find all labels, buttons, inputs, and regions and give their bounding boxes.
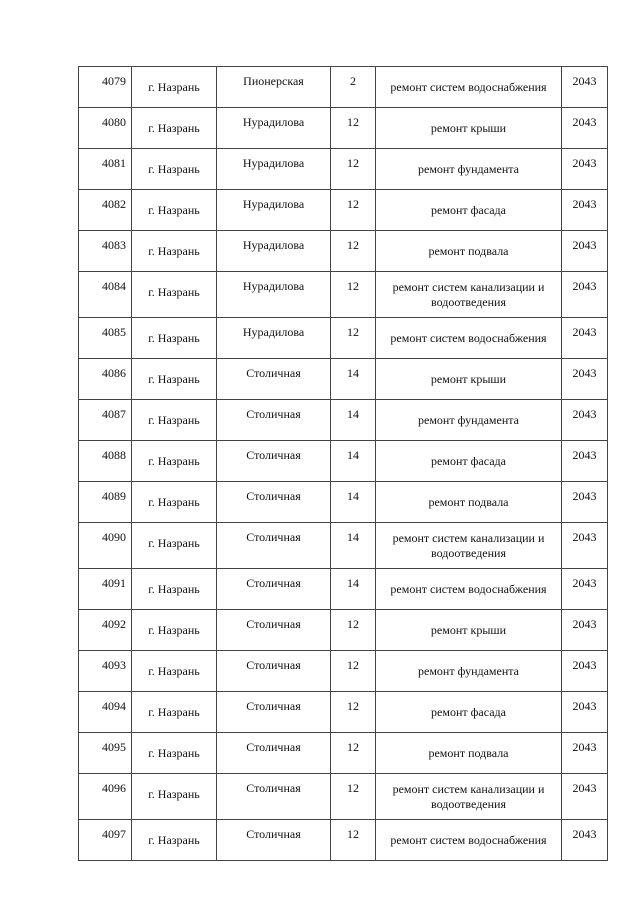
house-number-cell [331,523,376,569]
table-row [79,318,608,359]
year-text: 2043 [572,489,597,503]
row-number-text: 4096 [102,781,126,795]
row-number-text: 4094 [102,699,126,713]
year-text: 2043 [572,156,597,170]
year-text: 2043 [572,781,597,795]
year-cell [562,149,608,190]
table-row [79,482,608,523]
row-number-cell [79,733,132,774]
row-number-text: 4085 [102,325,126,339]
row-number-cell [79,231,132,272]
street-text: Столичная [246,366,301,380]
year-text: 2043 [572,530,597,544]
table-row [79,108,608,149]
city-cell [132,318,217,359]
city-text: г. Назрань [148,623,200,637]
street-cell [217,231,331,272]
work-type-text: ремонт систем водоснабжения [390,833,547,847]
city-cell [132,774,217,820]
house-number-cell [331,774,376,820]
city-cell [132,569,217,610]
house-number-cell [331,733,376,774]
table-row [79,359,608,400]
house-number-cell [331,149,376,190]
street-cell [217,149,331,190]
table-row [79,610,608,651]
city-text: г. Назрань [148,203,200,217]
work-type-cell [376,272,562,318]
city-cell [132,820,217,861]
year-cell [562,272,608,318]
year-cell [562,400,608,441]
street-cell [217,67,331,108]
work-type-cell [376,359,562,400]
house-number-text: 12 [347,617,359,631]
row-number-text: 4086 [102,366,126,380]
work-type-cell [376,774,562,820]
row-number-text: 4079 [102,74,126,88]
work-type-cell [376,231,562,272]
year-text: 2043 [572,740,597,754]
year-cell [562,108,608,149]
house-number-text: 12 [347,238,359,252]
city-text: г. Назрань [148,454,200,468]
table-row [79,569,608,610]
work-type-cell [376,651,562,692]
street-cell [217,523,331,569]
row-number-text: 4084 [102,279,126,293]
year-text: 2043 [572,74,597,88]
table-row [79,272,608,318]
street-text: Столичная [246,407,301,421]
house-number-text: 12 [347,699,359,713]
row-number-text: 4083 [102,238,126,252]
row-number-text: 4091 [102,576,126,590]
year-text: 2043 [572,366,597,380]
table-row [79,692,608,733]
year-cell [562,359,608,400]
house-number-cell [331,569,376,610]
work-type-cell [376,441,562,482]
year-cell [562,231,608,272]
house-number-text: 12 [347,740,359,754]
city-cell [132,149,217,190]
year-cell [562,569,608,610]
row-number-cell [79,149,132,190]
table-row [79,523,608,569]
street-cell [217,359,331,400]
city-text: г. Назрань [148,536,200,550]
row-number-text: 4092 [102,617,126,631]
work-type-cell [376,733,562,774]
house-number-cell [331,441,376,482]
house-number-cell [331,108,376,149]
city-text: г. Назрань [148,121,200,135]
work-type-text: ремонт фундамента [418,413,519,427]
year-cell [562,692,608,733]
row-number-text: 4087 [102,407,126,421]
row-number-cell [79,108,132,149]
street-cell [217,733,331,774]
year-text: 2043 [572,197,597,211]
year-text: 2043 [572,325,597,339]
city-cell [132,482,217,523]
work-type-cell [376,108,562,149]
work-type-text: ремонт подвала [428,244,509,258]
row-number-text: 4080 [102,115,126,129]
house-number-cell [331,610,376,651]
work-type-text: ремонт систем водоснабжения [390,80,547,94]
street-cell [217,651,331,692]
work-type-text: ремонт подвала [428,746,509,760]
street-text: Нурадилова [242,279,305,293]
row-number-cell [79,820,132,861]
year-text: 2043 [572,576,597,590]
house-number-cell [331,482,376,523]
year-text: 2043 [572,407,597,421]
row-number-text: 4097 [102,827,126,841]
row-number-text: 4082 [102,197,126,211]
row-number-cell [79,272,132,318]
street-text: Нурадилова [242,197,305,211]
year-cell [562,651,608,692]
table-row [79,774,608,820]
row-number-cell [79,400,132,441]
year-cell [562,610,608,651]
year-cell [562,190,608,231]
city-cell [132,400,217,441]
city-cell [132,231,217,272]
city-cell [132,441,217,482]
row-number-cell [79,692,132,733]
table-row [79,651,608,692]
street-cell [217,774,331,820]
year-cell [562,733,608,774]
street-text: Столичная [246,658,301,672]
house-number-cell [331,400,376,441]
work-type-text: ремонт фундамента [418,664,519,678]
table-row [79,441,608,482]
row-number-cell [79,523,132,569]
city-cell [132,272,217,318]
row-number-text: 4090 [102,530,126,544]
year-text: 2043 [572,699,597,713]
work-type-text: ремонт фасада [431,203,506,217]
year-text: 2043 [572,279,597,293]
city-cell [132,651,217,692]
street-text: Столичная [246,740,301,754]
work-type-cell [376,610,562,651]
house-number-text: 12 [347,279,359,293]
row-number-cell [79,67,132,108]
city-text: г. Назрань [148,833,200,847]
street-text: Нурадилова [242,115,305,129]
table-row [79,149,608,190]
work-type-text: ремонт подвала [428,495,509,509]
street-text: Столичная [246,530,301,544]
row-number-text: 4093 [102,658,126,672]
repair-schedule-table [78,66,608,861]
work-type-cell [376,190,562,231]
work-type-cell [376,482,562,523]
house-number-text: 12 [347,115,359,129]
city-text: г. Назрань [148,372,200,386]
house-number-text: 12 [347,156,359,170]
house-number-text: 14 [347,407,359,421]
work-type-text: ремонт фасада [431,454,506,468]
row-number-text: 4088 [102,448,126,462]
work-type-text: ремонт крыши [430,121,507,135]
row-number-cell [79,318,132,359]
street-text: Нурадилова [242,156,305,170]
street-text: Столичная [246,699,301,713]
year-text: 2043 [572,115,597,129]
work-type-text: ремонт систем водоснабжения [390,331,547,345]
street-cell [217,400,331,441]
year-text: 2043 [572,448,597,462]
city-text: г. Назрань [148,746,200,760]
work-type-cell [376,820,562,861]
work-type-text: ремонт фундамента [418,162,519,176]
city-cell [132,190,217,231]
work-type-text: ремонт систем канализации и водоотведения [392,782,545,811]
house-number-cell [331,190,376,231]
work-type-cell [376,149,562,190]
house-number-cell [331,651,376,692]
city-text: г. Назрань [148,787,200,801]
row-number-cell [79,651,132,692]
house-number-text: 12 [347,197,359,211]
house-number-cell [331,318,376,359]
row-number-cell [79,482,132,523]
street-cell [217,820,331,861]
work-type-text: ремонт крыши [430,623,507,637]
work-type-cell [376,523,562,569]
row-number-text: 4095 [102,740,126,754]
city-text: г. Назрань [148,664,200,678]
street-text: Нурадилова [242,238,305,252]
city-text: г. Назрань [148,495,200,509]
row-number-cell [79,610,132,651]
street-cell [217,318,331,359]
work-type-cell [376,318,562,359]
house-number-cell [331,692,376,733]
city-text: г. Назрань [148,162,200,176]
work-type-text: ремонт систем канализации и водоотведения [392,280,545,309]
city-cell [132,733,217,774]
street-cell [217,272,331,318]
row-number-cell [79,190,132,231]
work-type-cell [376,400,562,441]
year-text: 2043 [572,658,597,672]
city-text: г. Назрань [148,331,200,345]
year-cell [562,774,608,820]
house-number-text: 14 [347,448,359,462]
street-cell [217,482,331,523]
work-type-cell [376,692,562,733]
city-text: г. Назрань [148,80,200,94]
street-cell [217,610,331,651]
street-text: Столичная [246,781,301,795]
work-type-text: ремонт крыши [430,372,507,386]
city-cell [132,67,217,108]
street-text: Столичная [246,576,301,590]
row-number-cell [79,441,132,482]
year-cell [562,318,608,359]
table-row [79,231,608,272]
street-text: Столичная [246,617,301,631]
city-text: г. Назрань [148,244,200,258]
year-cell [562,820,608,861]
row-number-cell [79,774,132,820]
street-text: Нурадилова [242,325,305,339]
street-text: Столичная [246,489,301,503]
table-row [79,67,608,108]
year-text: 2043 [572,238,597,252]
house-number-cell [331,231,376,272]
city-cell [132,523,217,569]
city-cell [132,692,217,733]
work-type-text: ремонт фасада [431,705,506,719]
work-type-cell [376,67,562,108]
city-cell [132,108,217,149]
house-number-text: 12 [347,658,359,672]
city-text: г. Назрань [148,285,200,299]
city-text: г. Назрань [148,705,200,719]
house-number-text: 14 [347,530,359,544]
row-number-cell [79,569,132,610]
house-number-cell [331,820,376,861]
table-row [79,400,608,441]
year-text: 2043 [572,827,597,841]
house-number-cell [331,359,376,400]
street-text: Столичная [246,827,301,841]
street-cell [217,569,331,610]
year-cell [562,523,608,569]
city-text: г. Назрань [148,413,200,427]
street-text: Столичная [246,448,301,462]
house-number-text: 14 [347,366,359,380]
city-cell [132,610,217,651]
table-row [79,820,608,861]
house-number-text: 12 [347,827,359,841]
house-number-text: 12 [347,325,359,339]
street-text: Пионерская [243,74,304,88]
street-cell [217,108,331,149]
row-number-text: 4081 [102,156,126,170]
year-text: 2043 [572,617,597,631]
street-cell [217,441,331,482]
house-number-text: 2 [350,74,356,88]
work-type-text: ремонт систем канализации и водоотведения [392,531,545,560]
year-cell [562,67,608,108]
work-type-text: ремонт систем водоснабжения [390,582,547,596]
row-number-cell [79,359,132,400]
city-cell [132,359,217,400]
street-cell [217,190,331,231]
year-cell [562,482,608,523]
table-body [79,67,608,861]
row-number-text: 4089 [102,489,126,503]
house-number-cell [331,67,376,108]
house-number-cell [331,272,376,318]
house-number-text: 12 [347,781,359,795]
house-number-text: 14 [347,489,359,503]
work-type-cell [376,569,562,610]
table-row [79,190,608,231]
house-number-text: 14 [347,576,359,590]
table-row [79,733,608,774]
city-text: г. Назрань [148,582,200,596]
street-cell [217,692,331,733]
year-cell [562,441,608,482]
